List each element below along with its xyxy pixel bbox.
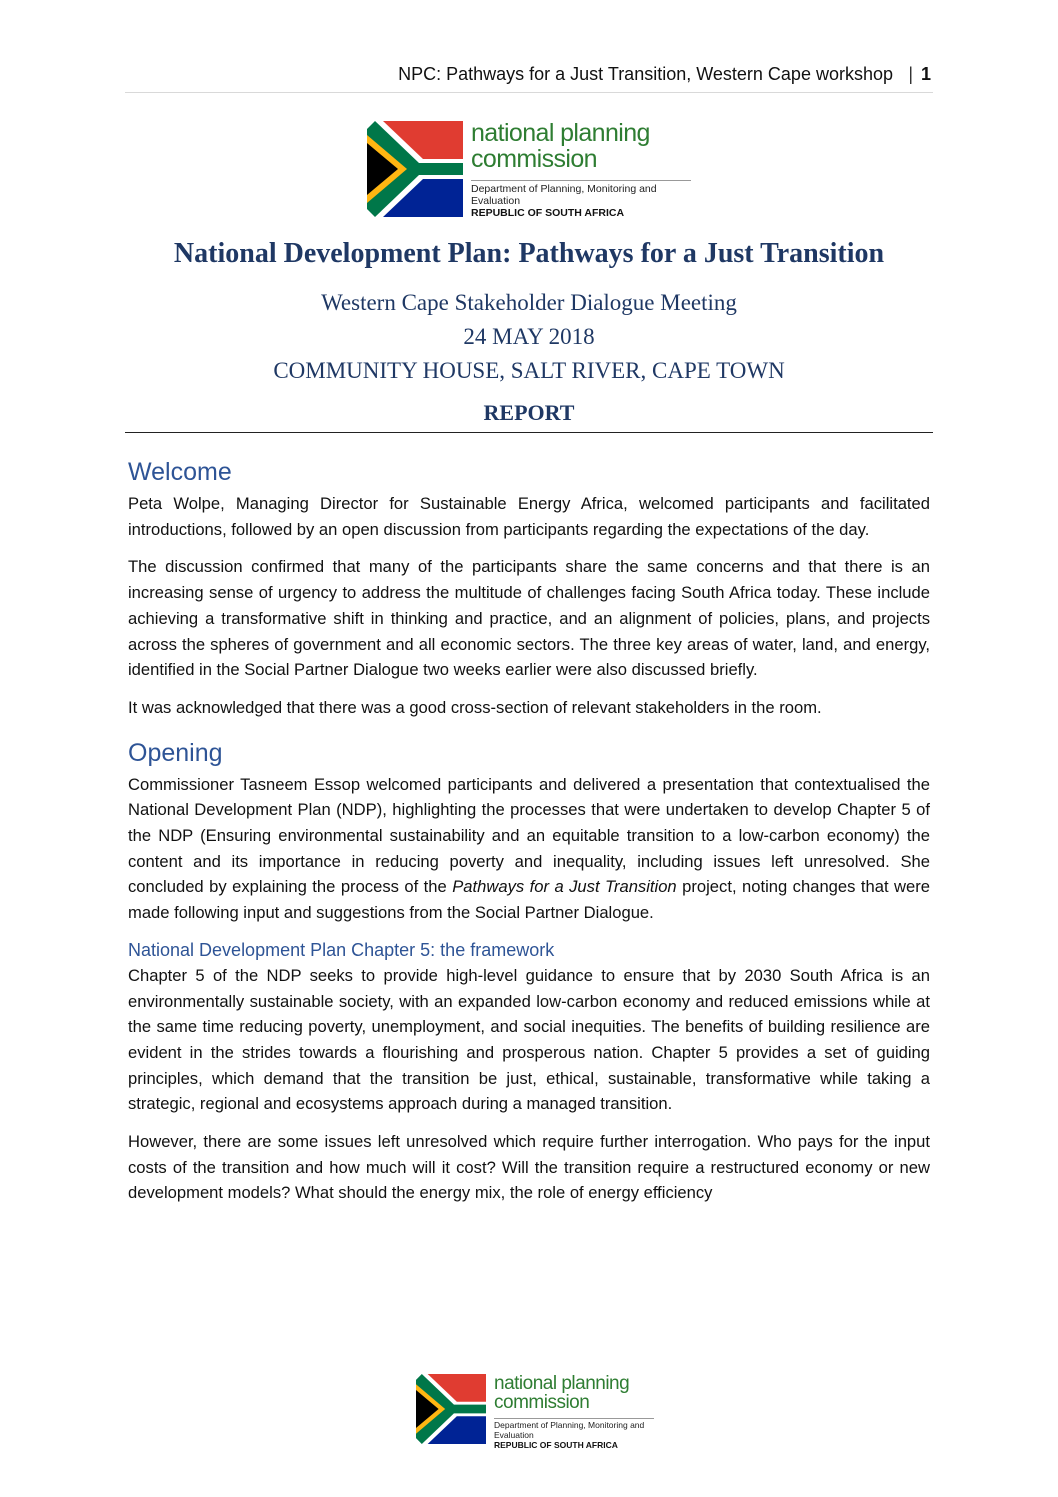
opening-paragraph-1 — [128, 772, 930, 926]
meeting-name: Western Cape Stakeholder Dialogue Meeting — [321, 290, 737, 315]
south-africa-flag-icon — [367, 121, 463, 217]
opening-text-a: Commissioner Tasneem Essop welcomed participants and delivered a presentation that contextualised the National Development Plan (NDP), highlighting the processes that were undertaken to develop Chapter 5 of the NDP (Ensuring environmental sustainability and an equitable transition to a low-carbon economy) the content and its importance in reducing poverty and inequality, including issues left unresolved. She concluded by explaining the process of the — [128, 774, 930, 897]
welcome-paragraph-1: Peta Wolpe, Managing Director for Sustainable Energy Africa, welcomed participants and facilitated introductions, followed by an open discussion from participants regarding the expectations of the day. — [128, 494, 930, 539]
logo-name-line2: commission — [494, 1392, 590, 1414]
logo-name-line1: national planning — [494, 1373, 630, 1394]
npc-logo-bottom — [416, 1374, 654, 1450]
running-header-separator: | — [908, 64, 913, 84]
welcome-paragraph-3: It was acknowledged that there was a good cross-section of relevant stakeholders in the room. — [128, 697, 822, 717]
subheading-chapter-5: National Development Plan Chapter 5: the framework — [128, 939, 555, 960]
report-label: REPORT — [483, 400, 575, 425]
logo-name-line2: commission — [471, 144, 597, 173]
opening-text-b: project, noting changes that were made following input and suggestions from the Social Partner Dialogue. — [128, 877, 930, 923]
logo-department: Department of Planning, Monitoring and Evaluation — [471, 180, 691, 207]
logo-country: REPUBLIC OF SOUTH AFRICA — [494, 1439, 618, 1450]
welcome-paragraph-2: The discussion confirmed that many of the participants share the same concerns and that there is an increasing sense of urgency to address the multitude of challenges facing South Africa today. These include achieving a transformative shift in thinking and practice, and an alignment of policies, plans, and projects across the spheres of government and all economic sectors. The three key areas of water, land, and energy, identified in the Social Partner Dialogue two weeks earlier were also discussed briefly. — [128, 557, 930, 680]
running-header — [125, 64, 933, 93]
npc-logo-top — [367, 121, 691, 219]
chapter5-paragraph-2: However, there are some issues left unresolved which require further interrogation. Who pays for the input costs of the transition and how much will it cost? Will the transition require a restructured economy or new development models? What should the energy mix, the role of energy efficiency — [128, 1132, 930, 1203]
heading-opening: Opening — [128, 738, 223, 767]
title-divider — [125, 432, 933, 433]
logo-text — [494, 1374, 654, 1450]
document-body — [128, 458, 930, 1218]
logo-name-line1: national planning — [471, 119, 650, 147]
south-africa-flag-icon — [416, 1374, 486, 1444]
meeting-date: 24 MAY 2018 — [463, 324, 595, 349]
page-number: 1 — [920, 64, 931, 84]
meeting-venue: COMMUNITY HOUSE, SALT RIVER, CAPE TOWN — [273, 358, 785, 383]
running-header-title: NPC: Pathways for a Just Transition, Western Cape workshop — [398, 64, 893, 84]
logo-department: Department of Planning, Monitoring and Evaluation — [494, 1418, 654, 1440]
heading-welcome: Welcome — [128, 458, 232, 486]
logo-text — [471, 121, 691, 219]
logo-country: REPUBLIC OF SOUTH AFRICA — [471, 207, 625, 219]
chapter5-paragraph-1: Chapter 5 of the NDP seeks to provide high-level guidance to ensure that by 2030 South Africa is an environmentally sustainable society, with an expanded low-carbon economy and reduced emissions while at the same time reducing poverty, unemployment, and social inequities. The benefits of building resilience are evident in the strides towards a flourishing and prosperous nation. Chapter 5 provides a set of guiding principles, which demand that the transition be just, ethical, sustainable, transformative while taking a strategic, regional and ecosystems approach during a managed transition. — [128, 965, 930, 1114]
document-title: National Development Plan: Pathways for a Just Transition — [173, 238, 885, 269]
project-name: Pathways for a Just Transition — [452, 877, 677, 897]
